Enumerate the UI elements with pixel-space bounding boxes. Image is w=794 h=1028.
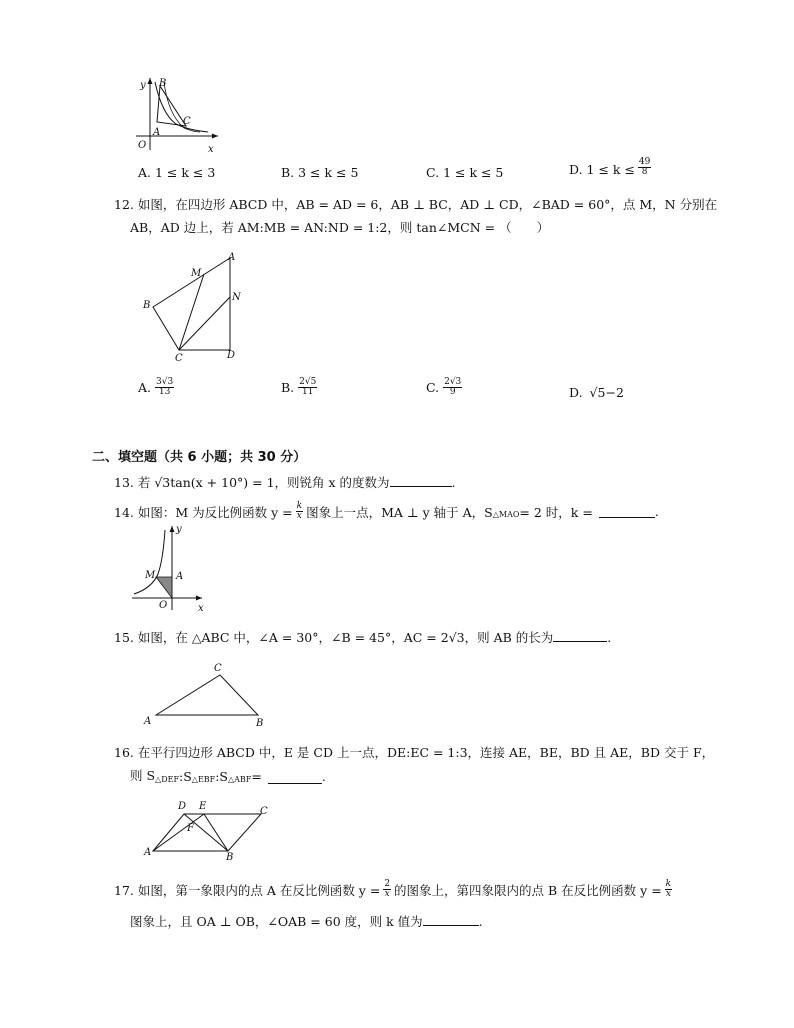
q11-label-a: A xyxy=(153,127,161,138)
q11-option-d-text: D. 1 ≤ k ≤ xyxy=(569,162,635,177)
q16-answer-blank[interactable] xyxy=(268,771,322,784)
q11-label-y: y xyxy=(140,80,146,91)
q13-text: 13. 若 √3tan(x + 10°) = 1，则锐角 x 的度数为 xyxy=(114,475,390,490)
q17-text-middle: 的图象上，第四象限内的点 B 在反比例函数 y = xyxy=(394,882,662,898)
numerator: 2 xyxy=(384,879,391,889)
q15-label-b: B xyxy=(256,718,264,728)
q14-end: . xyxy=(654,504,659,519)
q16-sub-def: △DEF xyxy=(155,775,180,784)
q16-label-a: A xyxy=(144,847,152,858)
q17-line2 xyxy=(130,912,483,930)
q14-label-m: M xyxy=(145,570,156,581)
q14-figure xyxy=(130,522,210,612)
q17-fraction-1 xyxy=(383,880,391,899)
q14-text-middle: 图象上一点，MA ⊥ y 轴于 A，S xyxy=(306,504,493,520)
q12-option-b xyxy=(281,378,318,397)
q11-option-c: C. 1 ≤ k ≤ 5 xyxy=(426,165,504,180)
q12-option-d xyxy=(569,385,624,400)
q12-option-c xyxy=(426,378,463,397)
q12-label-c: C xyxy=(175,353,183,364)
q12-label-a: A xyxy=(228,252,236,263)
q14-subscript: △MAO xyxy=(492,510,520,519)
q11-figure xyxy=(128,74,228,154)
q16-label-c: C xyxy=(260,806,268,817)
q16-line1: 16. 在平行四边形 ABCD 中，E 是 CD 上一点，DE:EC = 1:3，连接 AE，BE，BD 且 AE，BD 交于 F， xyxy=(114,745,715,760)
q17-fraction-2 xyxy=(665,880,672,899)
q13 xyxy=(114,473,456,491)
numerator: k xyxy=(665,879,672,889)
numerator: k xyxy=(296,501,303,511)
q16-sub-abf: △ABF xyxy=(228,775,252,784)
q14-label-x: x xyxy=(198,603,204,612)
q11-option-d-fraction xyxy=(638,158,651,177)
denominator: 11 xyxy=(302,387,314,397)
q14-answer-blank[interactable] xyxy=(599,505,655,518)
q17-line1 xyxy=(114,880,673,899)
q15-figure xyxy=(140,658,270,728)
q12-line2: AB，AD 边上，若 AM:MB = AN:ND = 1:2，则 tan∠MCN = （ ） xyxy=(130,220,550,235)
denominator: 9 xyxy=(449,387,456,397)
q11-label-x: x xyxy=(208,144,214,154)
q16-sub-ebf: △EBF xyxy=(191,775,216,784)
q15-label-a: A xyxy=(144,716,152,727)
q16-text-eq: = xyxy=(251,769,262,784)
q11-option-a: A. 1 ≤ k ≤ 3 xyxy=(138,165,216,180)
q14-text-after: = 2 时，k = xyxy=(519,504,593,520)
q14-fraction xyxy=(296,502,303,521)
q12-label-n: N xyxy=(232,292,241,303)
q17-answer-blank[interactable] xyxy=(423,913,479,926)
option-letter: B. xyxy=(281,380,295,395)
q12-figure xyxy=(140,250,250,365)
option-letter: D. xyxy=(569,385,583,400)
q16-end: . xyxy=(321,769,326,784)
q16-text-start: 则 S xyxy=(130,768,156,783)
q12-label-b: B xyxy=(143,300,151,311)
denominator: x xyxy=(384,889,390,899)
q15-end: . xyxy=(607,630,612,645)
q17-text-2: 图象上，且 OA ⊥ OB，∠OAB = 60 度，则 k 值为 xyxy=(130,914,423,929)
q16-label-f: F xyxy=(187,823,194,834)
q14-label-o: O xyxy=(159,600,168,611)
option-letter: C. xyxy=(426,380,440,395)
q13-end: . xyxy=(451,475,456,490)
q11-option-d xyxy=(569,158,652,177)
q16-label-d: D xyxy=(178,801,187,812)
option-fraction xyxy=(298,378,317,397)
q12-label-m: M xyxy=(191,268,202,279)
q16-line2 xyxy=(130,766,326,784)
q11-option-b: B. 3 ≤ k ≤ 5 xyxy=(281,165,359,180)
q14-text-start: 14. 如图：M 为反比例函数 y = xyxy=(114,504,293,520)
q15-text: 15. 如图，在 △ABC 中，∠A = 30°，∠B = 45°，AC = 2√3，则 AB 的长为 xyxy=(114,630,554,645)
denominator: x xyxy=(665,889,671,899)
q17-text-start: 17. 如图，第一象限内的点 A 在反比例函数 y = xyxy=(114,882,381,898)
q12-label-d: D xyxy=(227,350,236,361)
numerator: 2√3 xyxy=(444,377,462,387)
q11-label-o: O xyxy=(138,140,147,151)
option-letter: A. xyxy=(138,380,152,395)
numerator: 3√3 xyxy=(156,377,174,387)
denominator: 8 xyxy=(641,167,648,177)
q15 xyxy=(114,628,611,646)
numerator: 2√5 xyxy=(299,377,317,387)
q16-label-b: B xyxy=(226,852,234,862)
q11-label-c: C xyxy=(183,116,191,127)
denominator: 13 xyxy=(158,387,171,397)
q16-label-e: E xyxy=(199,801,207,812)
q16-figure xyxy=(140,796,280,862)
q14-label-y: y xyxy=(176,524,182,535)
q13-answer-blank[interactable] xyxy=(390,474,452,487)
q16-sep1: :S xyxy=(179,769,192,784)
q12-line1: 12. 如图，在四边形 ABCD 中，AB = AD = 6，AB ⊥ BC，AD ⊥ CD，∠BAD = 60°，点 M，N 分别在 xyxy=(114,197,718,212)
q16-sep2: :S xyxy=(215,769,228,784)
q14-label-a: A xyxy=(176,571,184,582)
q12-option-a xyxy=(138,378,175,397)
section-heading: 二、填空题（共 6 小题；共 30 分） xyxy=(92,450,307,465)
option-fraction xyxy=(155,378,174,397)
q14 xyxy=(114,502,659,521)
q17-end: . xyxy=(478,914,483,929)
q11-label-b: B xyxy=(159,78,167,89)
q15-answer-blank[interactable] xyxy=(553,629,607,642)
denominator: x xyxy=(296,511,302,521)
option-text: √5−2 xyxy=(589,385,624,400)
option-fraction xyxy=(443,378,462,397)
numerator: 49 xyxy=(638,157,651,167)
q15-label-c: C xyxy=(214,663,222,674)
